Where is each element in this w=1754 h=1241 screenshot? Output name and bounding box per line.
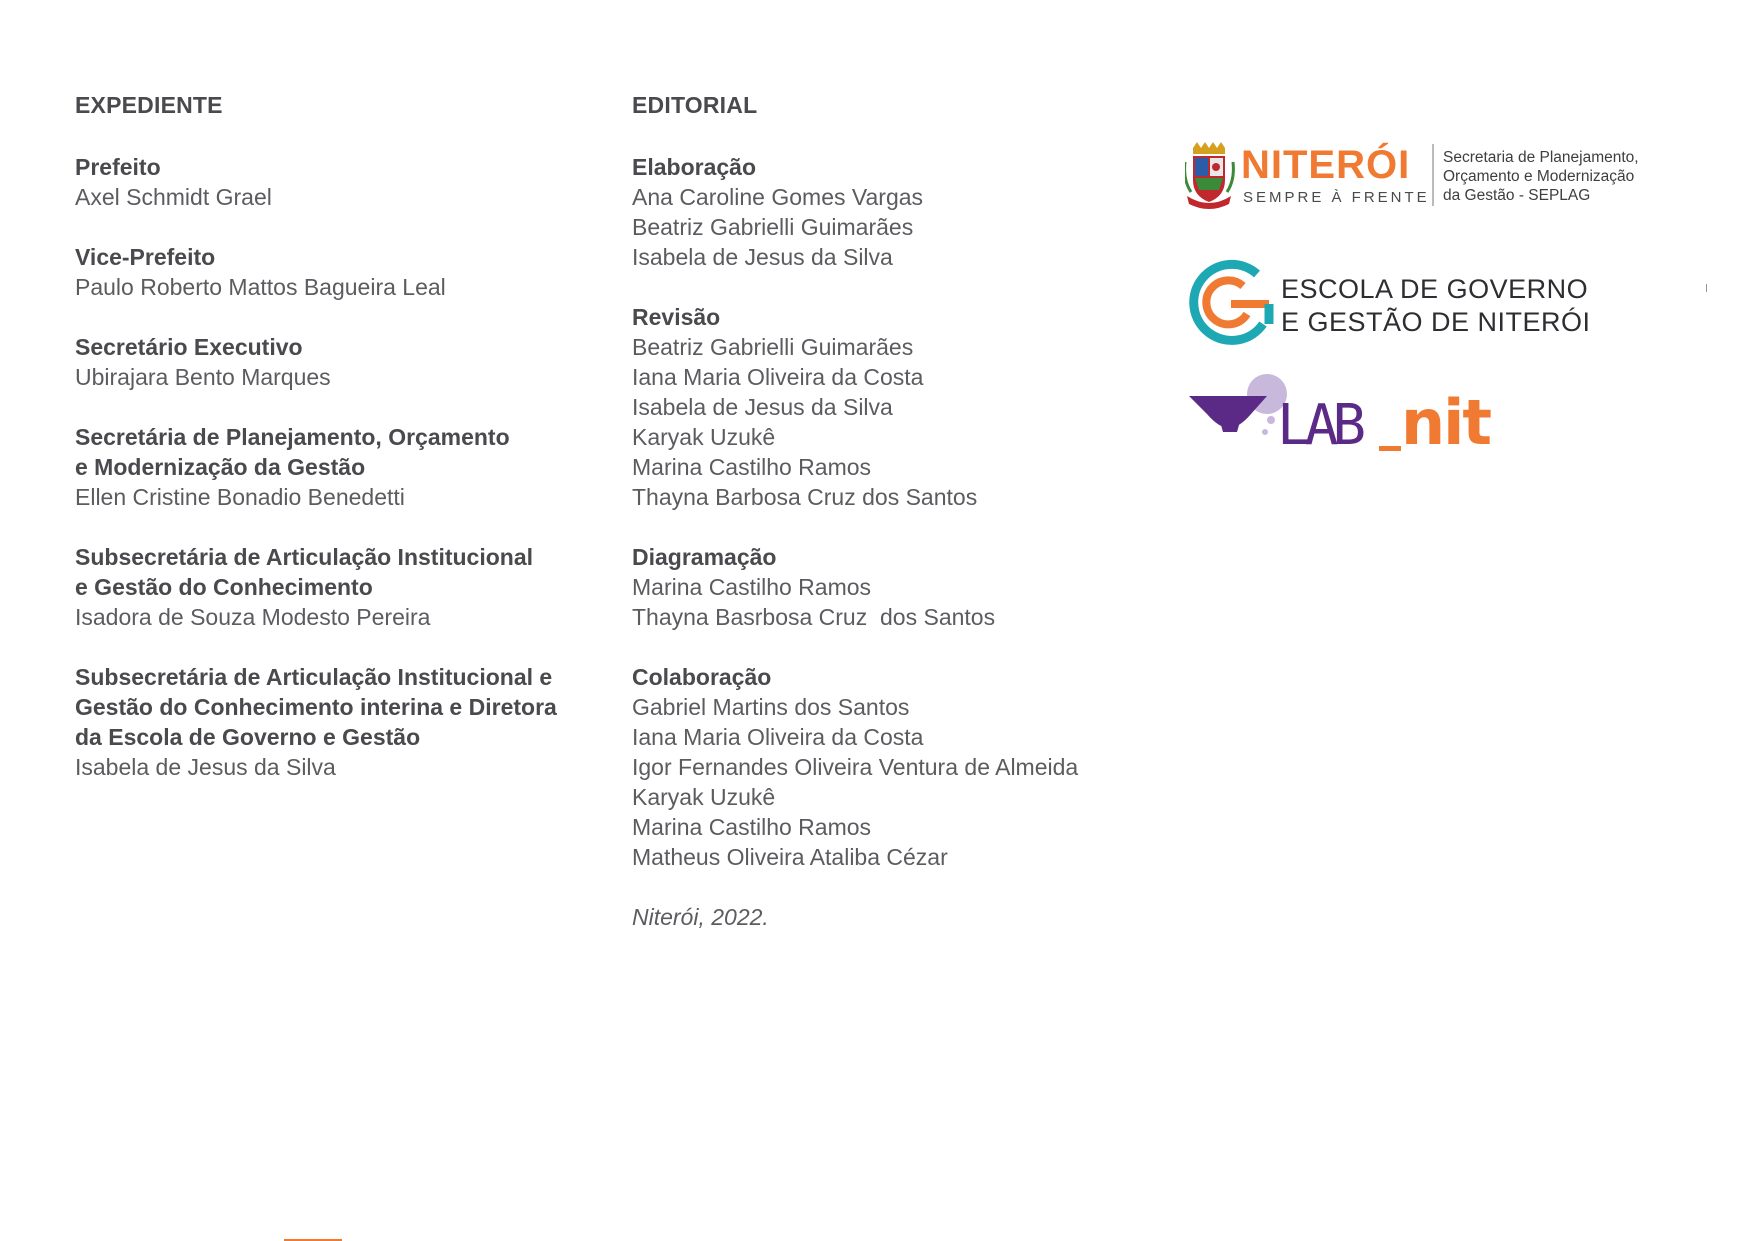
person-name: Iana Maria Oliveira da Costa <box>632 364 924 390</box>
person-name: Ubirajara Bento Marques <box>75 364 331 390</box>
section-title: Revisão <box>632 304 721 330</box>
person-name: Thayna Basrbosa Cruz dos Santos <box>632 604 996 630</box>
section-revisao <box>632 302 1152 512</box>
credit-subsecretaria <box>75 542 595 632</box>
person-name: Isabela de Jesus da Silva <box>75 754 336 780</box>
role-label: Gestão do Conhecimento interina e Diretora <box>75 694 557 720</box>
secretaria-line-1: Secretaria de Planejamento, <box>1443 149 1639 166</box>
section-title: Diagramação <box>632 544 777 570</box>
role-label: e Gestão do Conhecimento <box>75 574 373 600</box>
niteroi-logo <box>1185 140 1705 216</box>
person-name: Iana Maria Oliveira da Costa <box>632 724 924 750</box>
credit-secretario-executivo <box>75 332 595 392</box>
role-label: Prefeito <box>75 154 161 180</box>
person-name: Paulo Roberto Mattos Bagueira Leal <box>75 274 446 300</box>
secretaria-line-3: da Gestão - SEPLAG <box>1443 187 1591 204</box>
role-label: Subsecretária de Articulação Institucional <box>75 544 534 570</box>
person-name: Axel Schmidt Grael <box>75 184 272 210</box>
escola-g-icon <box>1194 264 1269 340</box>
role-label: Secretária de Planejamento, Orçamento <box>75 424 510 450</box>
margin-tick <box>1706 284 1707 292</box>
role-label: e Modernização da Gestão <box>75 454 366 480</box>
person-name: Marina Castilho Ramos <box>632 574 872 600</box>
section-title: Elaboração <box>632 154 756 180</box>
role-label: Subsecretária de Articulação Institucional e <box>75 664 553 690</box>
role-label: Vice-Prefeito <box>75 244 216 270</box>
escola-line-1: ESCOLA DE GOVERNO <box>1281 274 1589 304</box>
person-name: Beatriz Gabrielli Guimarães <box>632 334 914 360</box>
person-name: Thayna Barbosa Cruz dos Santos <box>632 484 978 510</box>
niteroi-tagline: SEMPRE À FRENTE <box>1243 189 1430 206</box>
person-name: Matheus Oliveira Ataliba Cézar <box>632 844 948 870</box>
section-diagramacao <box>632 542 1152 632</box>
credit-subsecretaria-interina <box>75 662 595 782</box>
person-name: Marina Castilho Ramos <box>632 454 872 480</box>
escola-logo <box>1185 258 1605 354</box>
section-elaboracao <box>632 152 1152 272</box>
person-name: Marina Castilho Ramos <box>632 814 872 840</box>
credit-secretaria-planejamento <box>75 422 595 512</box>
expediente-column <box>75 90 595 812</box>
person-name: Isadora de Souza Modesto Pereira <box>75 604 431 630</box>
person-name: Karyak Uzukê <box>632 424 776 450</box>
person-name: Beatriz Gabrielli Guimarães <box>632 214 914 240</box>
credit-prefeito <box>75 152 595 212</box>
labnit-lab-text: LAB <box>1277 393 1361 458</box>
labnit-nit-text: nit <box>1401 386 1491 459</box>
section-title: Colaboração <box>632 664 772 690</box>
role-label: da Escola de Governo e Gestão <box>75 724 421 750</box>
person-name: Igor Fernandes Oliveira Ventura de Almeida <box>632 754 1079 780</box>
coat-of-arms-icon <box>1185 142 1233 209</box>
person-name: Ana Caroline Gomes Vargas <box>632 184 924 210</box>
labnit-funnel-icon <box>1189 374 1287 435</box>
editorial-heading: EDITORIAL <box>632 92 758 118</box>
niteroi-wordmark: NITERÓI <box>1241 143 1411 187</box>
person-name: Karyak Uzukê <box>632 784 776 810</box>
role-label: Secretário Executivo <box>75 334 303 360</box>
editorial-column <box>632 90 1152 932</box>
person-name: Ellen Cristine Bonadio Benedetti <box>75 484 405 510</box>
escola-line-2: E GESTÃO DE NITERÓI <box>1281 307 1591 337</box>
person-name: Gabriel Martins dos Santos <box>632 694 910 720</box>
person-name: Isabela de Jesus da Silva <box>632 394 893 420</box>
expediente-heading: EXPEDIENTE <box>75 92 223 118</box>
labnit-logo <box>1185 372 1525 472</box>
person-name: Isabela de Jesus da Silva <box>632 244 893 270</box>
section-colaboracao <box>632 662 1152 872</box>
place-date: Niterói, 2022. <box>632 904 769 930</box>
credit-vice-prefeito <box>75 242 595 302</box>
secretaria-line-2: Orçamento e Modernização <box>1443 168 1635 185</box>
